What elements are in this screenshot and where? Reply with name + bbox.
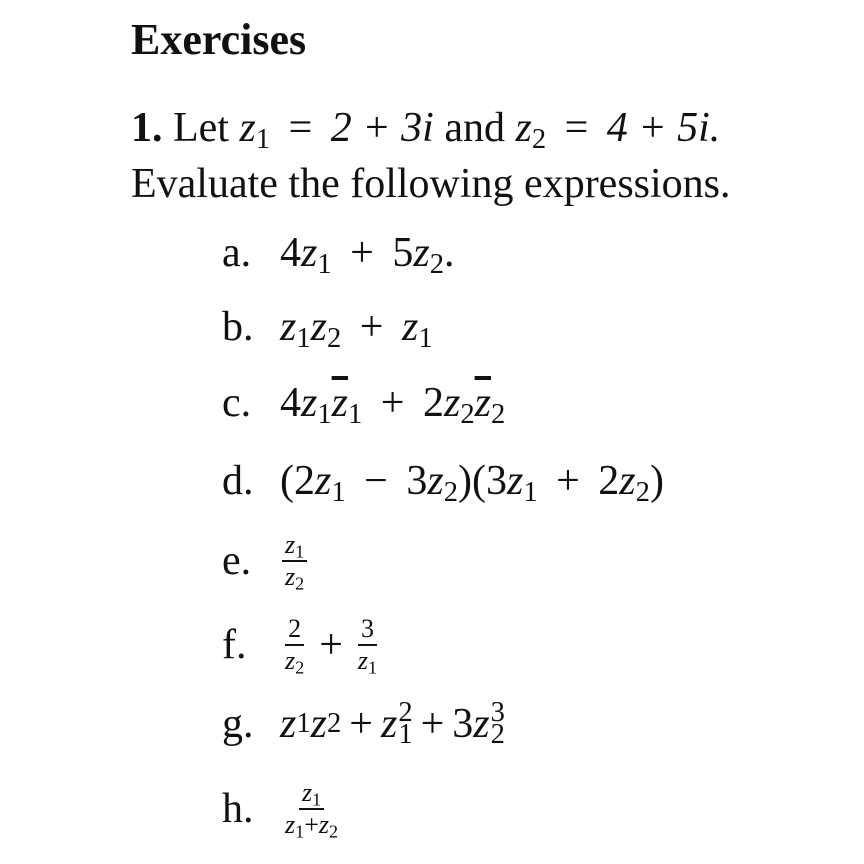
item-label: f. xyxy=(222,622,247,668)
exercises-heading: Exercises xyxy=(131,15,307,64)
item-e xyxy=(222,530,309,592)
expr-c: $4z_1\overline{z}_1 + 2z_2\overline{z}_2$ xyxy=(280,380,506,431)
equals: = xyxy=(564,105,589,151)
item-label: d. xyxy=(222,458,254,504)
item-c xyxy=(222,379,506,431)
expr-b: $z_1z_2 + z_1$ xyxy=(280,304,433,355)
plus-sign: + xyxy=(319,622,343,668)
item-label: b. xyxy=(222,304,254,350)
z2-symbol: $z_2$ xyxy=(515,105,547,156)
fraction-f-second: $\frac{3}{z_1}$ xyxy=(357,614,378,678)
and-word: and xyxy=(444,105,505,151)
problem-let: Let xyxy=(173,105,229,151)
item-g xyxy=(222,697,505,750)
expr-d: $(2z_1 - 3z_2)(3z_1 + 2z_2)$ xyxy=(280,458,664,509)
item-f xyxy=(222,614,382,676)
item-label: e. xyxy=(222,538,252,584)
equals: = xyxy=(288,105,313,151)
z1-symbol: $z_1$ xyxy=(239,105,271,156)
item-label: g. xyxy=(222,701,254,747)
fraction-e: $\frac{z_1}{z_2}$ xyxy=(282,530,307,592)
item-a xyxy=(222,229,455,281)
z2-value: 4 + 5i. xyxy=(606,105,721,151)
item-d xyxy=(222,457,664,509)
problem-instruction: Evaluate the following expressions. xyxy=(131,161,731,207)
item-h xyxy=(222,778,343,840)
problem-number: 1. xyxy=(131,105,163,151)
z1-value: 2 + 3i xyxy=(330,105,434,151)
item-label: a. xyxy=(222,230,252,276)
problem-line-1 xyxy=(131,100,731,156)
expr-a: $4z_1 + 5z_2$. xyxy=(280,230,455,281)
item-b xyxy=(222,303,433,355)
problem-statement xyxy=(131,100,731,212)
fraction-h: $\frac{z_1}{z_1+z_2}$ xyxy=(285,778,339,842)
item-label: c. xyxy=(222,380,252,426)
item-label: h. xyxy=(222,786,254,832)
expr-g: z 1 z 2 + z 2 1 + 3 z 3 2 xyxy=(280,697,505,750)
fraction-f-first: $\frac{2}{z_2}$ xyxy=(285,614,305,678)
